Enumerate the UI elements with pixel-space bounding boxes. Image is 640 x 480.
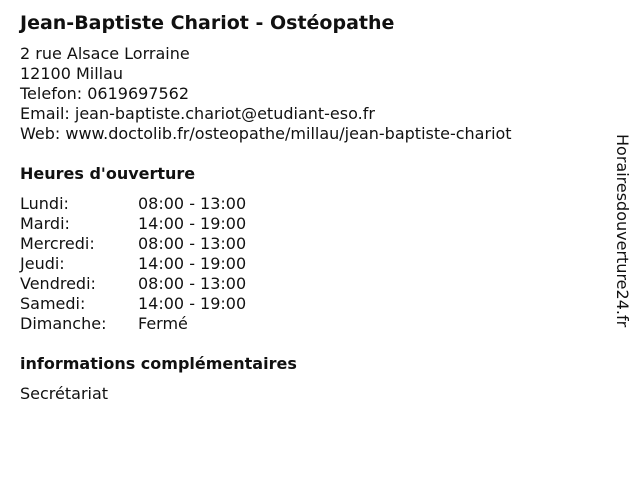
hours-time: 14:00 - 19:00 — [138, 294, 247, 313]
hours-day: Jeudi: — [20, 254, 65, 273]
hours-day: Vendredi: — [20, 274, 96, 293]
hours-day: Lundi: — [20, 194, 69, 213]
hours-time: Fermé — [138, 314, 188, 333]
hours-day: Samedi: — [20, 294, 86, 313]
hours-day: Mercredi: — [20, 234, 95, 253]
opening-hours-heading: Heures d'ouverture — [20, 164, 196, 183]
address-city: 12100 Millau — [20, 64, 124, 83]
address-street: 2 rue Alsace Lorraine — [20, 44, 190, 63]
additional-info-text: Secrétariat — [20, 384, 109, 403]
hours-time: 08:00 - 13:00 — [138, 234, 247, 253]
address-block — [20, 44, 512, 144]
hours-time: 08:00 - 13:00 — [138, 274, 247, 293]
hours-time: 08:00 - 13:00 — [138, 194, 247, 213]
hours-time: 14:00 - 19:00 — [138, 254, 247, 273]
practice-title: Jean-Baptiste Chariot - Ostéopathe — [20, 12, 395, 34]
website-text: Web: www.doctolib.fr/osteopathe/millau/jean-baptiste-chariot — [20, 124, 512, 143]
email-text: Email: jean-baptiste.chariot@etudiant-eso.fr — [20, 104, 375, 123]
additional-info-heading: informations complémentaires — [20, 354, 297, 373]
hours-day: Mardi: — [20, 214, 70, 233]
vertical-site-brand: Horairesdouverture24.fr — [613, 134, 632, 328]
hours-day: Dimanche: — [20, 314, 107, 333]
hours-time: 14:00 - 19:00 — [138, 214, 247, 233]
phone-text: Telefon: 0619697562 — [20, 84, 190, 103]
